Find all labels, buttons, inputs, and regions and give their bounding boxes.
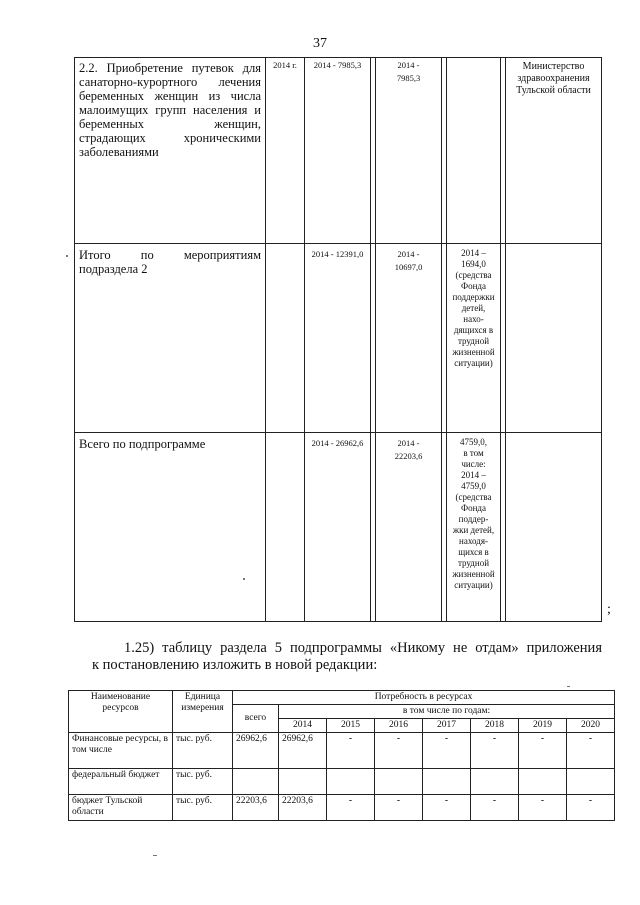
row-value	[375, 769, 423, 795]
row-unit: тыс. руб.	[173, 733, 233, 769]
paragraph-line: к постановлению изложить в новой редакции:	[92, 657, 378, 673]
header-year: 2018	[471, 719, 519, 733]
total-total: 2014 - 26962,6	[311, 438, 364, 448]
row-total	[233, 769, 279, 795]
table-border	[505, 57, 506, 622]
header-resources: Наименование ресурсов	[69, 691, 173, 733]
header-unit: Единица измерения	[173, 691, 233, 733]
row-total: 22203,6	[233, 795, 279, 821]
header-by-years: в том числе по годам:	[279, 705, 615, 719]
row-value: -	[567, 795, 615, 821]
header-total: всего	[233, 705, 279, 733]
row-value: -	[519, 733, 567, 769]
header-year: 2014	[279, 719, 327, 733]
table-row	[69, 769, 615, 795]
total-budget: 2014 - 22203,6	[394, 438, 423, 461]
table-border	[74, 243, 601, 244]
subtotal-fund: 2014 – 1694,0 (средства Фонда поддержки детей, нахо- дящихся в трудной жизненной ситуации)	[452, 248, 495, 368]
subtotal-label: Итого по мероприятиям подраздела 2	[79, 248, 261, 276]
row-name: федеральный бюджет	[69, 769, 173, 795]
total-label: Всего по подпрограмме	[79, 437, 206, 451]
table-border	[74, 57, 601, 58]
row-value: -	[423, 733, 471, 769]
row-name: Финансовые ресурсы, в том числе	[69, 733, 173, 769]
subtotal-total: 2014 - 12391,0	[311, 249, 364, 259]
row-value: -	[327, 733, 375, 769]
total-fund: 4759,0, в том числе: 2014 – 4759,0 (средства Фонда поддер- жки детей, находя- щихся в трудной жизненной ситуации)	[452, 437, 495, 590]
row-value: -	[471, 733, 519, 769]
table-row	[69, 733, 615, 769]
table-border	[74, 432, 601, 433]
measure-budget: 2014 - 7985,3	[396, 60, 421, 83]
row-value: -	[423, 795, 471, 821]
table-border	[370, 57, 371, 622]
row-total: 26962,6	[233, 733, 279, 769]
measure-total: 2014 - 7985,3	[313, 60, 362, 70]
scan-speck	[66, 255, 68, 257]
measure-year: 2014 г.	[273, 60, 297, 70]
row-unit: тыс. руб.	[173, 795, 233, 821]
row-value: 26962,6	[279, 733, 327, 769]
row-value	[423, 769, 471, 795]
row-value: -	[375, 733, 423, 769]
table-border	[441, 57, 442, 622]
row-value: -	[375, 795, 423, 821]
row-value	[327, 769, 375, 795]
table-border	[265, 57, 266, 622]
table-border	[601, 57, 602, 622]
header-year: 2017	[423, 719, 471, 733]
header-row	[69, 691, 615, 705]
table-border	[304, 57, 305, 622]
paragraph-line: 1.25) таблицу раздела 5 подпрограммы «Никому не отдам» приложения	[124, 640, 602, 656]
row-value	[519, 769, 567, 795]
table-row	[69, 795, 615, 821]
table-border	[74, 57, 75, 622]
measure-name: 2.2. Приобретение путевок для санаторно-курортного лечения беременных женщин из числа малоимущих групп населения и беременных женщин, страдающих хроническими заболеваниями	[79, 61, 261, 159]
scan-speck	[567, 686, 570, 687]
subtotal-budget: 2014 - 10697,0	[394, 249, 423, 272]
header-year: 2019	[519, 719, 567, 733]
header-year: 2020	[567, 719, 615, 733]
row-value	[279, 769, 327, 795]
page-number: 37	[313, 36, 327, 51]
row-name: бюджет Тульской области	[69, 795, 173, 821]
header-year: 2016	[375, 719, 423, 733]
trailing-semicolon: ;	[607, 602, 611, 617]
measure-executor: Министерство здравоохранения Тульской области	[516, 61, 591, 96]
amendment-paragraph	[92, 640, 602, 674]
row-unit: тыс. руб.	[173, 769, 233, 795]
resource-table	[68, 690, 615, 821]
header-year: 2015	[327, 719, 375, 733]
row-value	[567, 769, 615, 795]
row-value: -	[567, 733, 615, 769]
table-border	[74, 621, 601, 622]
row-value: -	[327, 795, 375, 821]
table-border	[375, 57, 376, 622]
row-value: -	[471, 795, 519, 821]
row-value: 22203,6	[279, 795, 327, 821]
row-value: -	[519, 795, 567, 821]
row-value	[471, 769, 519, 795]
scan-speck	[243, 578, 245, 580]
scan-speck	[153, 855, 157, 856]
header-need: Потребность в ресурсах	[233, 691, 615, 705]
table-border	[500, 57, 501, 622]
